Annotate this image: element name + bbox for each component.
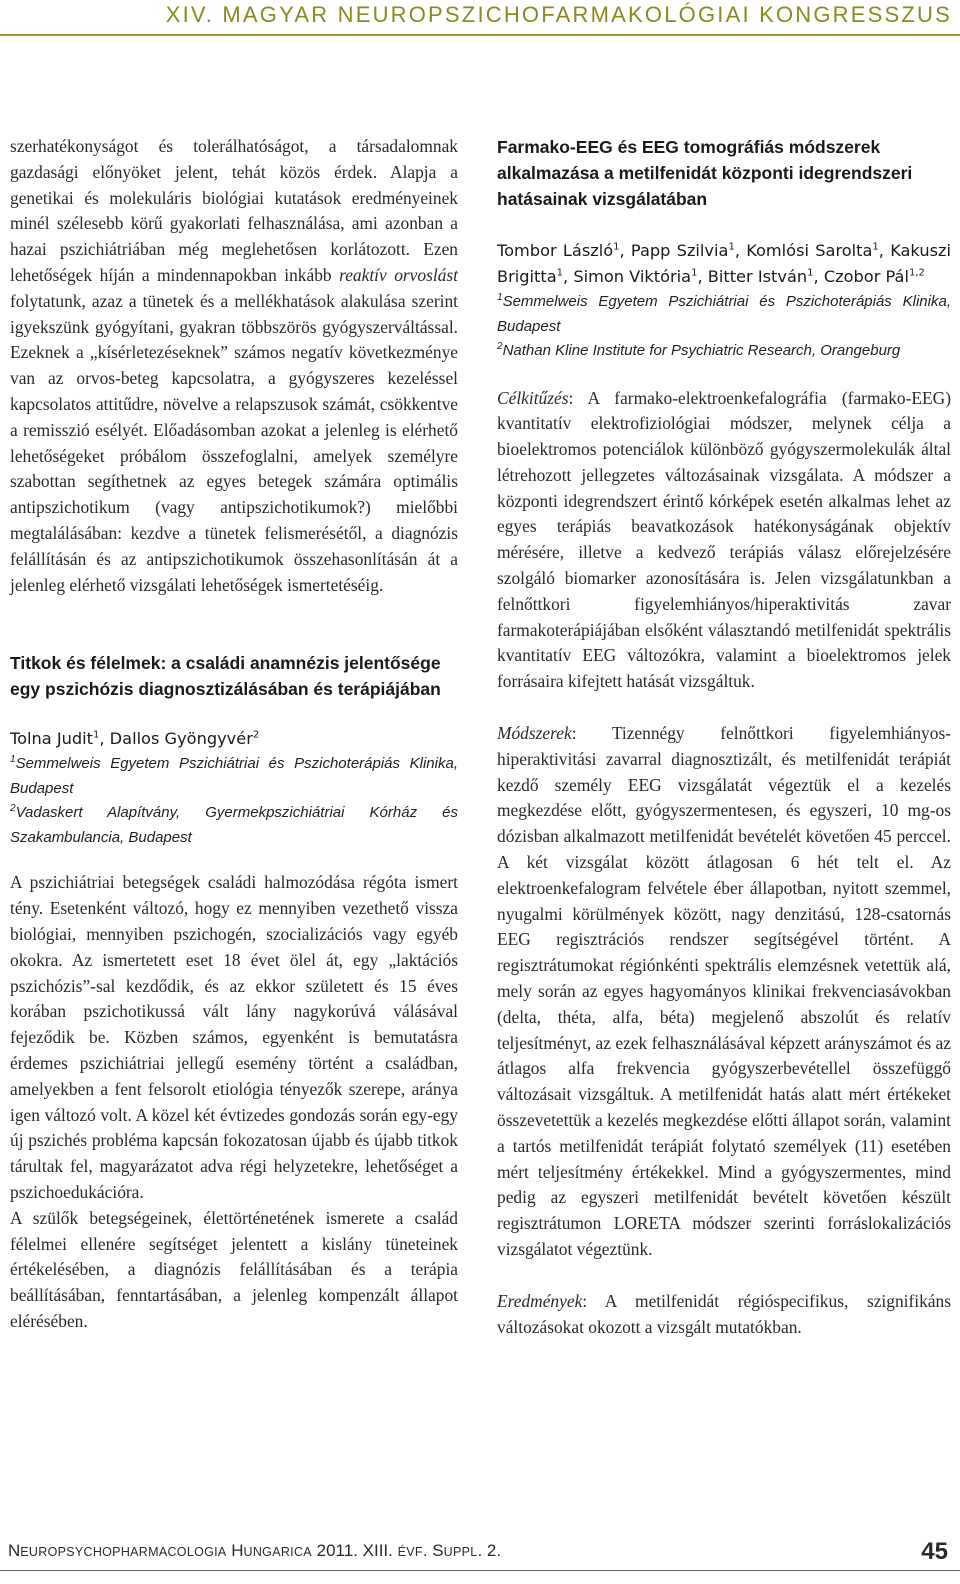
author-sup: 1 [613, 241, 620, 253]
author-sup: 1 [691, 267, 698, 279]
author-name: Kakuszi Brigitta [497, 241, 952, 286]
aim-text: : A farmako-elektroenkefalográfia (farmako-EEG) kvantitatív elektrofiziológiai módszer, melynek célja a bioelektromos potenciálok különböző gyógyszermolekulák által létrehozott jellegzetes változásainak vizsgálata. A módszer a központi idegrendszert érintő kórképek esetén alkalmas lehet az egyes terápiás beavatkozások hatékonyságának objektív mérésére, illetve a kedvező terápiás válasz előrejelzésére szolgáló biomarker azonosítására is. Jelen vizsgálatunkban a felnőttkori figyelemhiányos/hiperaktivitás zavar farmakoterápiájában elsőként választandó metilfenidát spektrális kvantitatív EEG változókra, valamint a bioelektromos jelek forrásaira kifejtett hatását vizsgáltuk. [497, 387, 951, 692]
affil-sup: 2 [10, 803, 16, 815]
author-name: Papp Szilvia [630, 241, 729, 260]
affil-sup: 1 [10, 754, 16, 766]
author-sup: 1 [93, 729, 100, 741]
journal-part: ÉVF [397, 1545, 423, 1559]
intro-text: szerhatékonyságot és tolerálhatóságot, a társadalomnak gazdasági előnyöket jelent, tehát közös érdek. Alapja a genetikai és molekuláris biológiai kutatások eredményeinek minél szélesebb körű gyakorlati felhasználása, ami azonban a hazai pszichiátriában még meglehetősen korlátozott. Ezen lehetőségek híján a mindennapokban inkább [10, 136, 458, 285]
authors-left [10, 726, 458, 752]
footer-rule [0, 1570, 960, 1571]
author-sup: 2 [252, 729, 260, 741]
running-header: XIV. MAGYAR NEUROPSZICHOFARMAKOLÓGIAI KONGRESSZUS [165, 2, 952, 27]
intro-italic: reaktív orvoslást [339, 264, 458, 285]
affil-text: Nathan Kline Institute for Psychiatric Research, Orangeburg [502, 342, 901, 359]
affiliation-1-left [10, 752, 458, 801]
methods-text: : Tizennégy felnőttkori figyelemhiányos-hiperaktivitási zavarral diagnosztizált, és metilfenidát terápiát kezdő személy EEG vizsgálatát végeztük el a kezelés megkezdése előtt, gyógyszermentesen, és egyszeri, 10 mg-os dózisban alkalmazott metilfenidát bevételét követően 45 perccel. A két vizsgálat között átlagosan 6 hét telt el. Az elektroenkefalogram felvétele éber állapotban, nyitott szemmel, nyugalmi körülmények között, nagy denzitású, 128-csatornás EEG regisztrációs rendszer segítségével történt. A regisztrátumokat régiónkénti spektrális elemzésnek vetettük alá, mely során az egyes hagyományos klinikai frekvenciasávokban (delta, théta, alfa, béta) megjelenő abszolút és relatív teljesítményt, az ezek felhasználásával képzett arányszámot és az átlagos alfa frekvencia gyógyszerbevétellel összefüggő változásait vizsgáltuk. A metilfenidát hatás alatt mért értékeket összevetettük a kezelés megkezdése előtti állapot során, valamint a tartós metilfenidát terápiát folytató személyek (11) esetében mért teljesítmény értékekkel. Mind a gyógyszermentes, mind pedig az egyszeri metilfenidát bevételt követően készült regisztrátumon LORETA módszer szerinti forráslokalizációs vizsgálatot végeztünk. [497, 723, 951, 1259]
author-sup: 1 [728, 241, 735, 253]
author-name: Komlósi Sarolta [746, 241, 873, 260]
aim-paragraph [497, 386, 951, 696]
journal-part: EUROPSYCHOPHARMACOLOGIA [20, 1545, 227, 1559]
results-text: : A metilfenidát régióspecifikus, szignifikáns változásokat okozott a vizsgált mutatókban. [497, 1290, 951, 1337]
journal-part: 2011. XIII. [311, 1541, 398, 1560]
affil-sup: 2 [497, 341, 503, 352]
affiliation-2-left [10, 801, 458, 850]
header-rule [0, 34, 960, 36]
journal-citation [8, 1541, 501, 1561]
journal-part: UNGARICA [243, 1545, 312, 1559]
author-sup: 1,2 [908, 267, 925, 279]
author-name: Czobor Pál [823, 267, 909, 286]
author-separator: , [697, 267, 708, 286]
author-name: , Dallos Gyöngyvér [99, 729, 253, 749]
author-sup: 1 [556, 267, 564, 279]
author-name: Tombor László [497, 241, 614, 260]
article-title-right: Farmako-EEG és EEG tomográfiás módszerek alkalmazása a metilfenidát központi idegrendszeri hatásainak vizsgálatában [497, 137, 913, 209]
author-name: Bitter István [707, 267, 808, 286]
author-name: Tolna Judit [10, 729, 94, 749]
left-column [10, 134, 458, 1335]
journal-part: H [226, 1541, 244, 1560]
authors-right [497, 238, 951, 290]
intro-text-rest: folytatunk, azaz a tünetek és a mellékhatások alakulása szerint igyekszünk gyógyítani, gyakran többszörös gyógyszerváltással. Ezeknek a „kísérletezéseknek” számos negatív következménye van az orvos-beteg kapcsolatra, a gyógyszeres kezeléssel kapcsolatos attitűdre, növelve a relapszusok számát, csökkentve a remisszió esélyét. Előadásomban azokat a jelenleg is elérhető lehetőségeket próbálom összefoglalni, amelyek személyre szabottan segíthetnek az egyes betegek számára optimális antipszichotikum (vagy antipszichotikumok?) mielőbbi megtalálásában: kezdve a tünetek felismerésétől, a diagnózis felállításán és az antipszichotikumok összehasonlításán át a jelenleg elérhető vizsgálati lehetőségek ismertetéséig. [10, 290, 458, 595]
page-number: 45 [921, 1538, 948, 1565]
author-name: Simon Viktória [573, 267, 692, 286]
journal-part: . S [422, 1541, 444, 1560]
intro-paragraph [10, 134, 458, 598]
affil-sup: 1 [497, 292, 503, 303]
affil-text: Semmelweis Egyetem Pszichiátriai és Pszichoterápiás Klinika, Budapest [10, 755, 458, 797]
body-paragraph-1: A pszichiátriai betegségek családi halmozódása régóta ismert tény. Esetenként változó, hogy ez mennyiben vezethető vissza biológiai, mennyiben pszichogén, szocializációs vagy egyéb okokra. Az ismertetett eset 18 évet ölel át, egy „laktációs pszichózis”-sal kezdődik, és az ekkor született és 15 éves korában pszichotikussá vált lány nagykorúvá válásával fejeződik be. Közben számos, egyenként is bemutatásra érdemes pszichiátriai jellegű esemény történt a családban, amelyekben a fent felsorolt etiológia tényezők szerepe, aránya igen változó volt. A közel két évtizedes gondozás során egy-egy új pszichés probléma kapcsán fokozatosan újabb és újabb titkok tárultak fel, magyarázatot adva régi helyzetekre, lehetőséget a pszichoedukációra. [10, 872, 458, 1202]
methods-label: Módszerek [497, 723, 572, 744]
author-sup: 1 [807, 267, 814, 279]
aim-label: Célkitűzés [497, 387, 569, 408]
journal-part: . 2. [477, 1541, 502, 1560]
author-separator: , [734, 241, 747, 260]
journal-part: N [8, 1541, 21, 1560]
author-separator: , [563, 267, 574, 286]
results-label: Eredmények [497, 1290, 583, 1311]
author-sup: 1 [872, 241, 879, 253]
affiliation-2-right [497, 339, 951, 364]
methods-paragraph [497, 721, 951, 1263]
right-column [497, 134, 951, 1340]
journal-part: UPPL [443, 1545, 478, 1559]
author-separator: , [878, 241, 891, 260]
affiliation-1-right [497, 290, 951, 339]
body-paragraph-2: A szülők betegségeinek, élettörténetének ismerete a család félelmei ellenére segítséget jelentett a kislány tüneteinek értékelésében, a diagnózis felállításában és a terápia beállításában, fenntartásában, a jelenleg kompenzált állapot elérésében. [10, 1207, 458, 1331]
article-title-left: Titkok és félelmek: a családi anamnézis jelentősége egy pszichózis diagnosztizálásában és terápiájában [10, 653, 441, 700]
author-separator: , [813, 267, 824, 286]
author-separator: , [619, 241, 631, 260]
results-paragraph [497, 1289, 951, 1341]
affil-text: Vadaskert Alapítvány, Gyermekpszichiátriai Kórház és Szakambulancia, Budapest [10, 804, 458, 846]
affil-text: Semmelweis Egyetem Pszichiátriai és Pszichoterápiás Klinika, Budapest [497, 293, 951, 335]
